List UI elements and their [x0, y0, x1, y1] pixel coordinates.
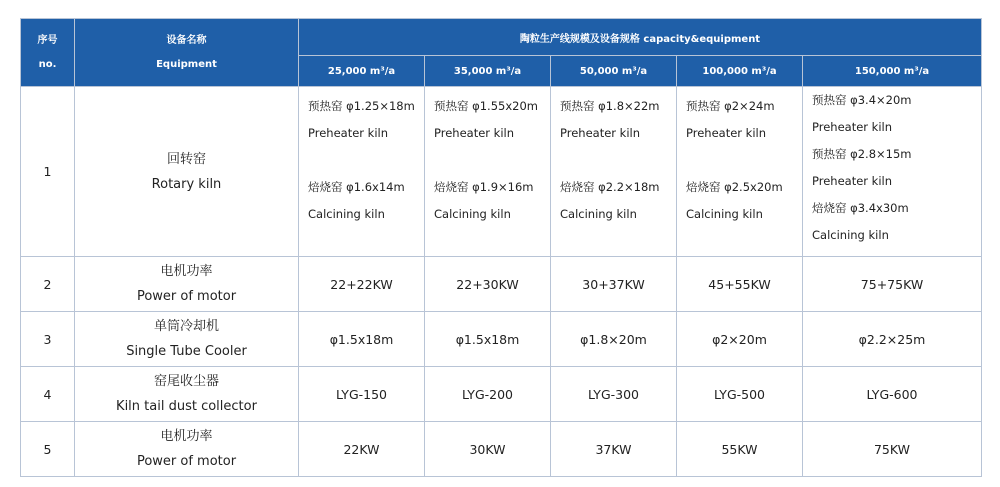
- equipment-name: [75, 257, 299, 312]
- value-cell: LYG-600: [803, 367, 982, 422]
- value-cell: 45+55KW: [677, 257, 803, 312]
- row-index: 1: [21, 87, 75, 257]
- spec-line: 焙烧窑 φ2.2×18m: [560, 180, 660, 194]
- capacity-header: 100,000 m³/a: [677, 56, 803, 87]
- value-cell: φ1.5x18m: [425, 312, 551, 367]
- spec-line: Preheater kiln: [686, 126, 767, 140]
- equipment-header-en: Equipment: [156, 58, 217, 70]
- row-index: 2: [21, 257, 75, 312]
- value-cell: LYG-200: [425, 367, 551, 422]
- equipment-header: [75, 19, 299, 87]
- row-index: 4: [21, 367, 75, 422]
- capacity-header: 50,000 m³/a: [551, 56, 677, 87]
- value-cell: 22+30KW: [425, 257, 551, 312]
- spec-line: Calcining kiln: [308, 207, 385, 221]
- spec-line: 预热窑 φ3.4×20m: [812, 93, 912, 107]
- table-row: [21, 312, 982, 367]
- value-cell: φ1.8×20m: [551, 312, 677, 367]
- equipment-name: [75, 367, 299, 422]
- spec-line: 焙烧窑 φ2.5x20m: [686, 180, 783, 194]
- spec-line: Preheater kiln: [308, 126, 389, 140]
- kiln-spec-cell: [551, 87, 677, 257]
- spec-line: 焙烧窑 φ1.9×16m: [434, 180, 534, 194]
- equipment-header-cn: 设备名称: [166, 34, 207, 46]
- row-index: 5: [21, 422, 75, 477]
- capacity-header: 25,000 m³/a: [299, 56, 425, 87]
- value-cell: φ1.5x18m: [299, 312, 425, 367]
- table-row: [21, 87, 982, 257]
- equipment-name-en: Kiln tail dust collector: [116, 399, 257, 414]
- value-cell: 37KW: [551, 422, 677, 477]
- kiln-spec-cell: [803, 87, 982, 257]
- row-index: 3: [21, 312, 75, 367]
- table-header: [21, 19, 982, 87]
- spec-line: Calcining kiln: [686, 207, 763, 221]
- equipment-name-cn: 窑尾收尘器: [153, 374, 219, 389]
- kiln-spec-cell: [425, 87, 551, 257]
- spec-line: 预热窑 φ2×24m: [686, 99, 775, 113]
- equipment-name-en: Power of motor: [136, 289, 237, 304]
- equipment-name: [75, 422, 299, 477]
- value-cell: 22+22KW: [299, 257, 425, 312]
- value-cell: LYG-500: [677, 367, 803, 422]
- spec-line: Preheater kiln: [434, 126, 515, 140]
- equipment-name-en: Single Tube Cooler: [126, 344, 247, 359]
- spec-line: Preheater kiln: [812, 174, 893, 188]
- spec-line: Calcining kiln: [560, 207, 637, 221]
- kiln-spec-cell: [677, 87, 803, 257]
- equipment-name-cn: 单筒冷却机: [153, 319, 219, 334]
- equipment-name: [75, 87, 299, 257]
- spec-line: 预热窑 φ2.8×15m: [812, 147, 912, 161]
- index-header-en: no.: [38, 58, 57, 70]
- equipment-name-cn: 电机功率: [160, 429, 213, 444]
- table-row: [21, 367, 982, 422]
- spec-gap: [560, 147, 676, 174]
- equipment-name-en: Power of motor: [136, 454, 237, 469]
- capacity-group-header: 陶粒生产线规模及设备规格 capacity&equipment: [299, 19, 982, 56]
- equipment-name-en: Rotary kiln: [151, 176, 222, 192]
- spec-line: 预热窑 φ1.55x20m: [434, 99, 538, 113]
- spec-line: Calcining kiln: [812, 228, 889, 242]
- spec-line: 预热窑 φ1.25×18m: [308, 99, 415, 113]
- spec-line: 预热窑 φ1.8×22m: [560, 99, 660, 113]
- spec-line: 焙烧窑 φ1.6x14m: [308, 180, 405, 194]
- spec-gap: [308, 147, 424, 174]
- spec-line: Preheater kiln: [560, 126, 641, 140]
- value-cell: 22KW: [299, 422, 425, 477]
- value-cell: 30KW: [425, 422, 551, 477]
- spec-gap: [434, 147, 550, 174]
- spec-line: Preheater kiln: [812, 120, 893, 134]
- value-cell: 55KW: [677, 422, 803, 477]
- capacity-header: 150,000 m³/a: [803, 56, 982, 87]
- value-cell: φ2.2×25m: [803, 312, 982, 367]
- spec-line: Calcining kiln: [434, 207, 511, 221]
- kiln-spec-cell: [299, 87, 425, 257]
- value-cell: 75KW: [803, 422, 982, 477]
- value-cell: 75+75KW: [803, 257, 982, 312]
- equipment-spec-table: [20, 18, 982, 477]
- capacity-header: 35,000 m³/a: [425, 56, 551, 87]
- table-row: [21, 422, 982, 477]
- equipment-name: [75, 312, 299, 367]
- value-cell: φ2×20m: [677, 312, 803, 367]
- value-cell: LYG-300: [551, 367, 677, 422]
- index-header: [21, 19, 75, 87]
- spec-line: 焙烧窑 φ3.4x30m: [812, 201, 909, 215]
- index-header-cn: 序号: [37, 34, 58, 46]
- equipment-name-cn: 电机功率: [160, 264, 213, 279]
- value-cell: LYG-150: [299, 367, 425, 422]
- spec-gap: [686, 147, 802, 174]
- value-cell: 30+37KW: [551, 257, 677, 312]
- equipment-name-cn: 回转窑: [166, 151, 206, 167]
- table-row: [21, 257, 982, 312]
